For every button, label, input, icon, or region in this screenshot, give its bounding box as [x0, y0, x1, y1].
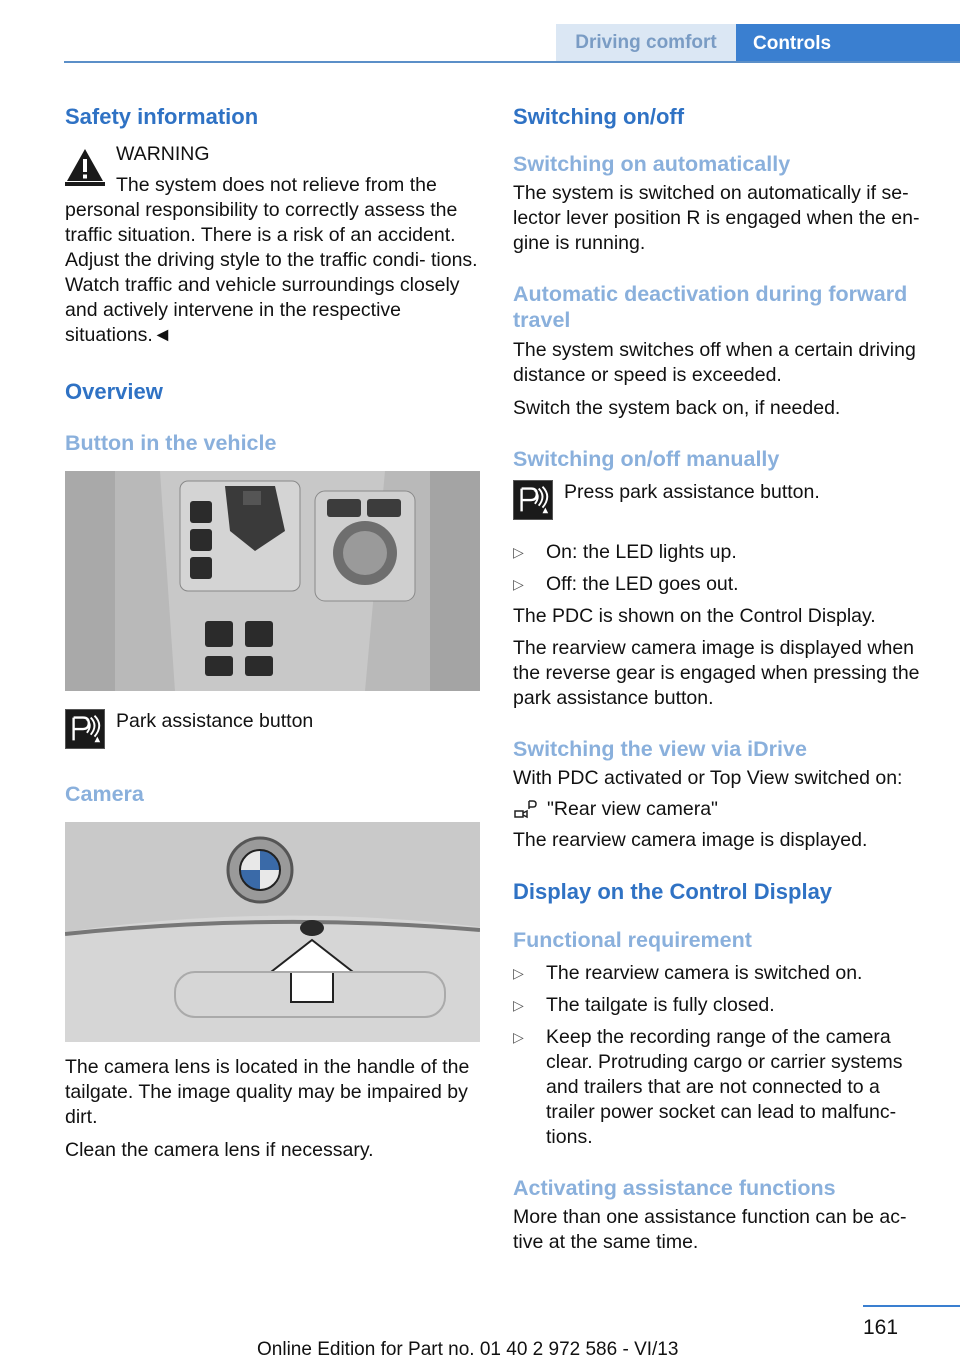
camera-heading: Camera [65, 782, 144, 806]
triangle-bullet-icon: ▷ [513, 965, 524, 981]
bullet-text: The tailgate is fully closed. [546, 994, 775, 1016]
park-assistance-icon [65, 709, 105, 749]
header-rule [64, 61, 960, 63]
activating-heading: Activating assistance functions [513, 1176, 836, 1200]
display-control-heading: Display on the Control Display [513, 879, 833, 904]
idrive-heading: Switching the view via iDrive [513, 737, 807, 761]
bullet-text: Keep the recording range of the camera clear. Protruding cargo or carrier systems and trailers that are not connected to a trailer power socket can lead to malfunc- tions. [546, 1026, 903, 1148]
triangle-bullet-icon: ▷ [513, 576, 524, 592]
triangle-bullet-icon: ▷ [513, 1029, 524, 1045]
section-tab-driving-comfort: Driving comfort [556, 24, 736, 61]
warning-label: WARNING [116, 143, 210, 165]
right-column [513, 100, 933, 1255]
displayed-paragraph: The rearview camera image is displayed. [513, 829, 868, 851]
switching-on-off-heading: Switching on/off [513, 104, 685, 129]
bullet-text: On: the LED lights up. [546, 541, 737, 563]
page-header [0, 24, 960, 62]
idrive-paragraph: With PDC activated or Top View switched on: [513, 767, 903, 789]
bullet-text: The rearview camera is switched on. [546, 962, 863, 984]
warning-triangle-icon [65, 146, 105, 186]
tailgate-camera-photo [65, 822, 480, 1042]
list-item [513, 572, 933, 597]
list-item [513, 1025, 933, 1150]
warning-text: The system does not relieve from the personal responsibility to correctly assess the traffic situation. There is a risk of an accident. Adjust the driving style to the traffic condi- tions. Watch traffic and vehicle surroundings closely and actively intervene in the respective situations.◄ [65, 174, 478, 346]
footer-rule [863, 1305, 960, 1307]
functional-requirement-heading: Functional requirement [513, 928, 752, 952]
triangle-bullet-icon: ▷ [513, 544, 524, 560]
switching-on-automatically-heading: Switching on automatically [513, 152, 791, 176]
camera-paragraph-1: The camera lens is located in the handle of the tailgate. The image quality may be impaired by dirt. [65, 1056, 470, 1128]
center-console-photo [65, 471, 480, 691]
automatic-deactivation-heading: Automatic deactivation during forward travel [513, 282, 908, 332]
park-assistance-caption-text: Park assistance button [116, 710, 314, 732]
list-item [513, 961, 933, 986]
rear-view-camera-icon [513, 799, 539, 821]
auto-on-paragraph: The system is switched on automatically if se- lector lever position R is engaged when the en- gine is running. [513, 182, 920, 254]
page-number: 161 [863, 1316, 899, 1339]
list-item [513, 540, 933, 565]
overview-heading: Overview [65, 379, 163, 404]
button-in-vehicle-heading: Button in the vehicle [65, 431, 277, 455]
camera-paragraph-2: Clean the camera lens if necessary. [65, 1139, 374, 1161]
footer-edition: Online Edition for Part no. 01 40 2 972 586 - VI/13 [257, 1339, 679, 1360]
bullet-text: Off: the LED goes out. [546, 573, 739, 595]
park-assistance-caption [65, 709, 480, 749]
rear-view-camera-menu [513, 797, 933, 823]
warning-block [65, 142, 480, 348]
auto-off-paragraph: The system switches off when a certain driving distance or speed is exceeded. [513, 339, 916, 386]
pdc-paragraph: The PDC is shown on the Control Display. [513, 605, 876, 627]
chapter-tab-controls: Controls [736, 24, 960, 62]
left-column [65, 100, 480, 1163]
press-park-assistance [513, 480, 933, 520]
rear-view-camera-label: "Rear view camera" [547, 798, 718, 820]
list-item [513, 993, 933, 1018]
rearview-paragraph: The rearview camera image is displayed when the reverse gear is engaged when pressing the park assistance button. [513, 637, 920, 709]
safety-information-heading: Safety information [65, 104, 259, 129]
triangle-bullet-icon: ▷ [513, 997, 524, 1013]
park-assistance-icon [513, 480, 553, 520]
switch-back-paragraph: Switch the system back on, if needed. [513, 397, 841, 419]
switching-manually-heading: Switching on/off manually [513, 447, 780, 471]
activating-paragraph: More than one assistance function can be ac- tive at the same time. [513, 1206, 907, 1253]
press-park-assistance-text: Press park assistance button. [564, 481, 820, 503]
